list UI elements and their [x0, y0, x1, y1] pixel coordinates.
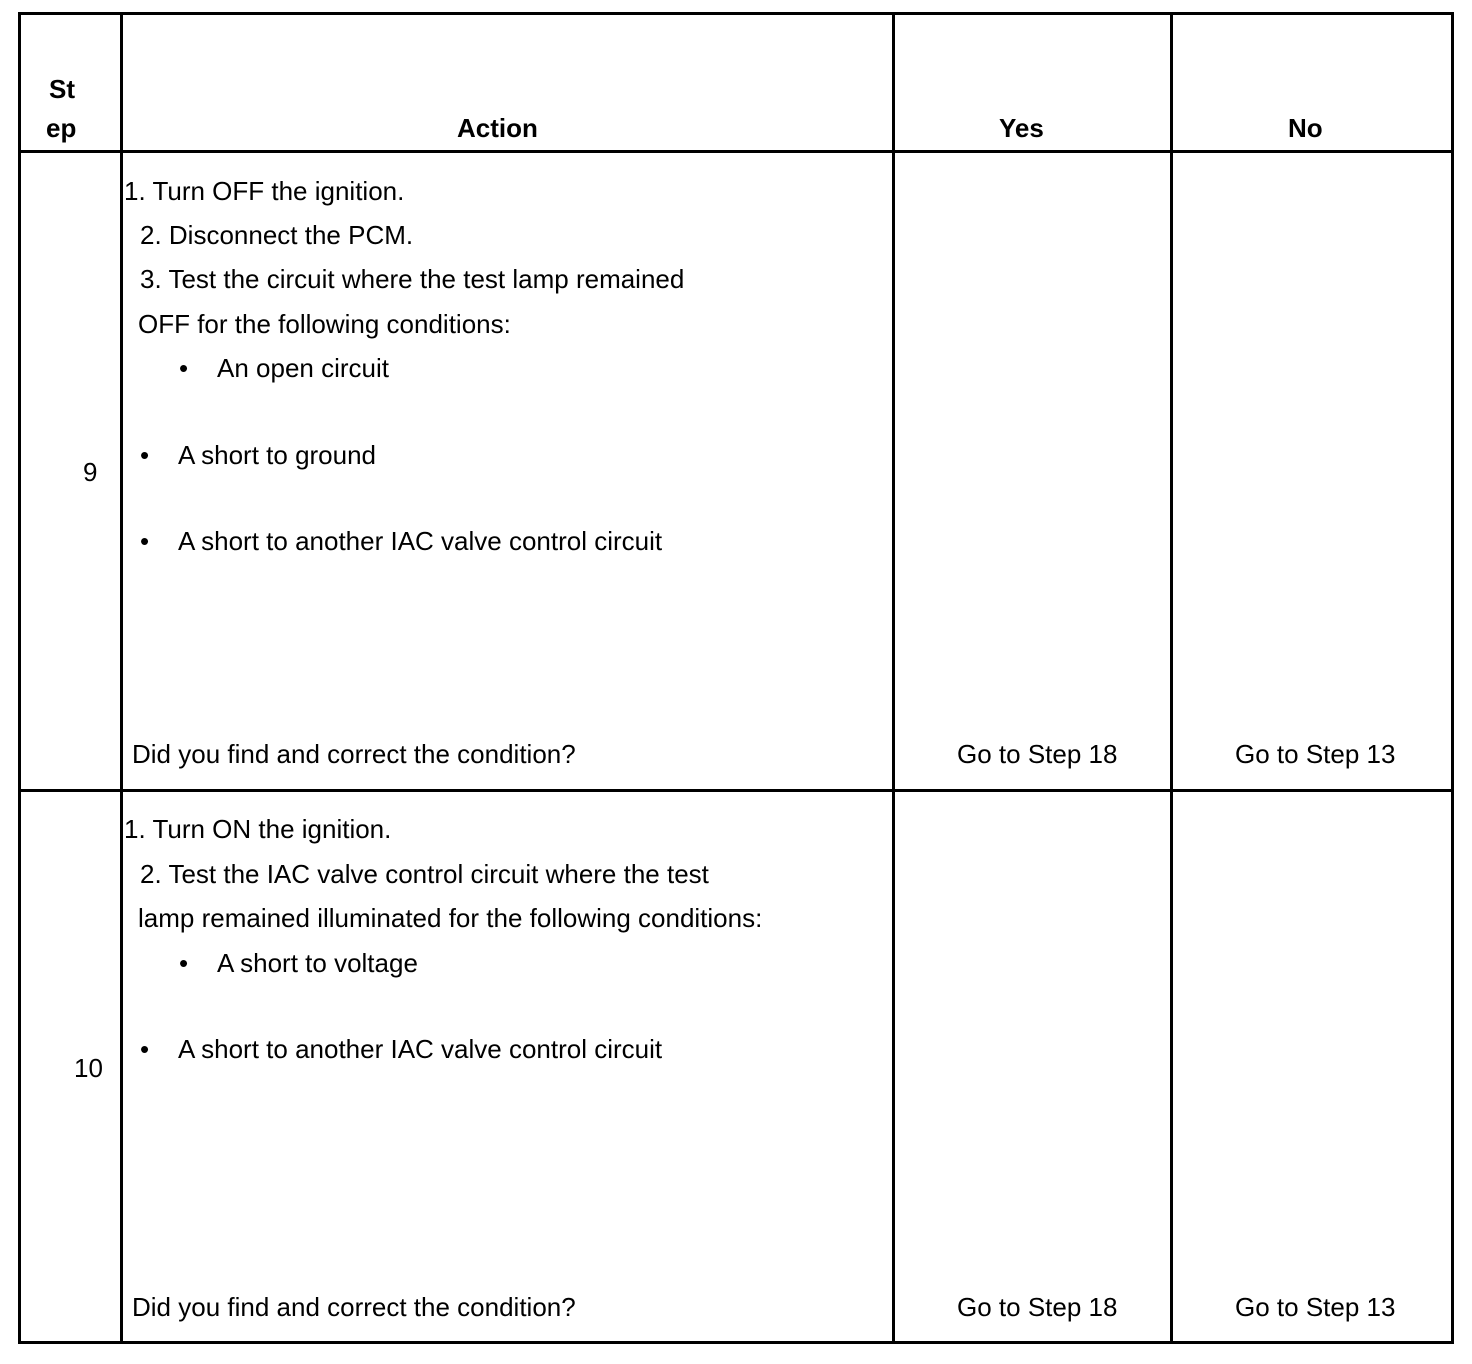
action-line: 3. Test the circuit where the test lamp remained	[140, 264, 685, 294]
action-bullet-item: A short to another IAC valve control circuit	[178, 526, 663, 556]
action-line: OFF for the following conditions:	[138, 309, 511, 339]
row-divider	[21, 150, 1451, 153]
action-line: 2. Test the IAC valve control circuit where the test	[140, 859, 709, 889]
header-yes: Yes	[999, 113, 1044, 143]
column-divider	[120, 15, 123, 1341]
question-text: Did you find and correct the condition?	[132, 1292, 576, 1322]
action-line: 2. Disconnect the PCM.	[140, 220, 414, 250]
column-divider	[892, 15, 895, 1341]
bullet: •	[179, 948, 189, 978]
action-line: 1. Turn ON the ignition.	[124, 814, 392, 844]
header-step-line1: St	[49, 74, 75, 104]
header-no: No	[1288, 113, 1323, 143]
bullet: •	[179, 353, 189, 383]
yes-result: Go to Step 18	[957, 739, 1118, 769]
action-bullet-item: A short to ground	[178, 440, 377, 470]
bullet: •	[140, 440, 150, 470]
step-number: 9	[83, 457, 98, 487]
question-text: Did you find and correct the condition?	[132, 739, 576, 769]
bullet: •	[140, 1034, 150, 1064]
column-divider	[1170, 15, 1173, 1341]
no-result: Go to Step 13	[1235, 739, 1396, 769]
header-action: Action	[457, 113, 538, 143]
action-bullet-item: A short to voltage	[217, 948, 418, 978]
no-result: Go to Step 13	[1235, 1292, 1396, 1322]
diagnostic-table	[18, 12, 1454, 1344]
action-line: lamp remained illuminated for the following conditions:	[138, 903, 763, 933]
action-bullet-item: A short to another IAC valve control circuit	[178, 1034, 663, 1064]
action-line: 1. Turn OFF the ignition.	[124, 176, 405, 206]
row-divider	[21, 789, 1451, 792]
header-step-line2: ep	[46, 113, 77, 143]
bullet: •	[140, 526, 150, 556]
action-bullet-item: An open circuit	[217, 353, 389, 383]
step-number: 10	[74, 1053, 103, 1083]
yes-result: Go to Step 18	[957, 1292, 1118, 1322]
